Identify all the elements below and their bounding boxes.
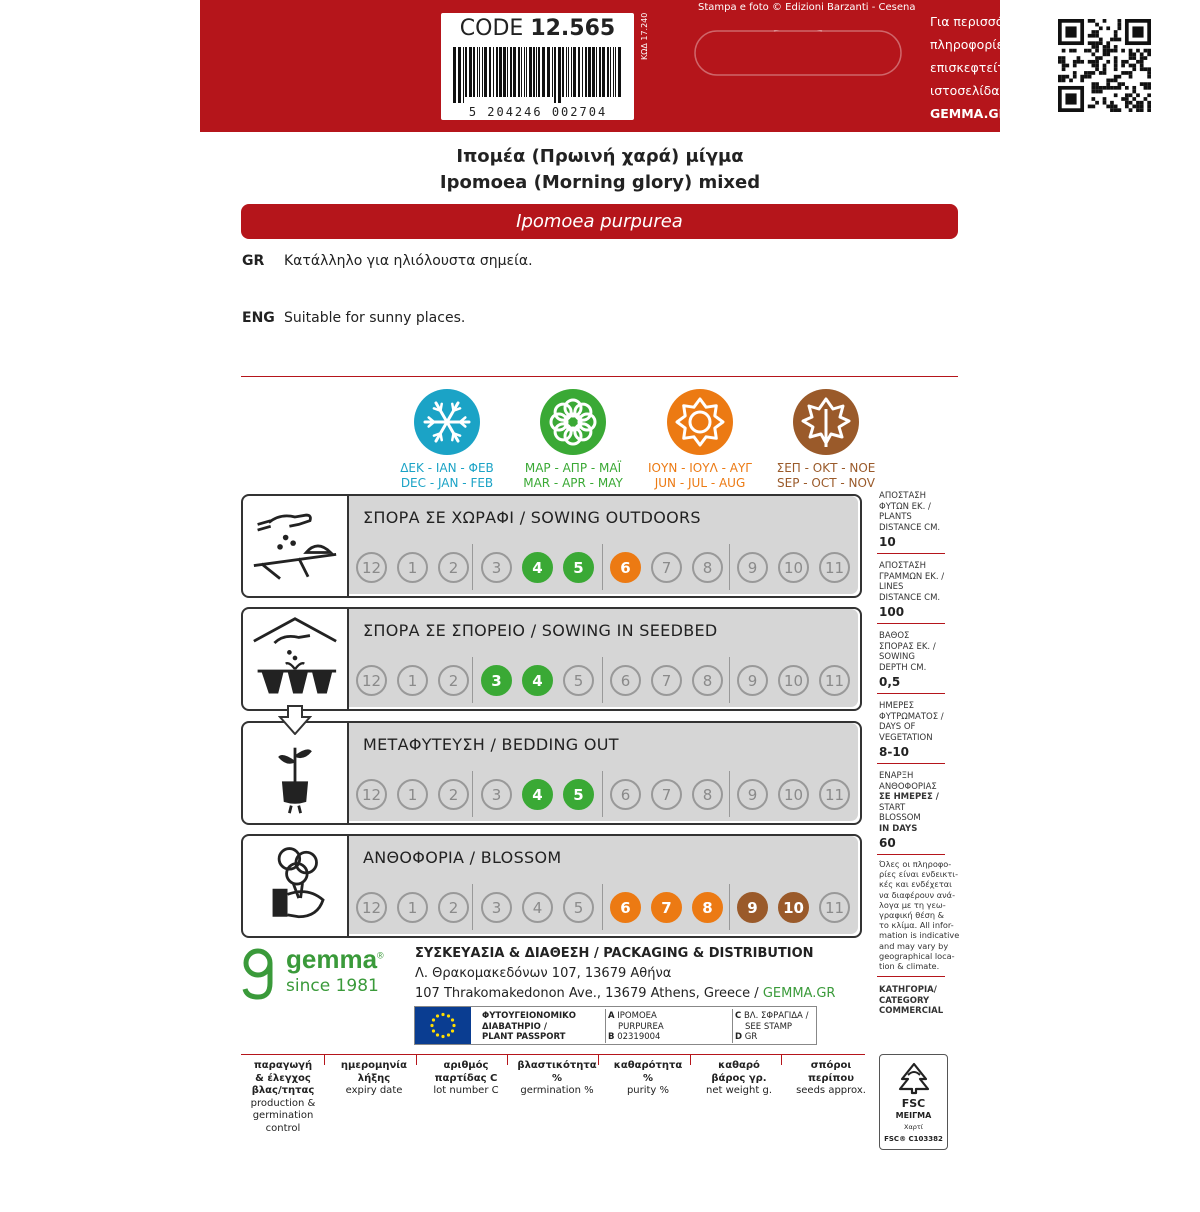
fsc-text: FSC xyxy=(901,1097,926,1110)
season-separator xyxy=(472,771,473,817)
snowflake-icon xyxy=(414,389,480,455)
stamp-label-gr: ημερομηνία xyxy=(340,1060,408,1071)
season-months-en: MAR - APR - MAY xyxy=(523,476,623,490)
stamp-label-gr: αριθμός xyxy=(443,1060,489,1071)
month-11: 11 xyxy=(819,665,850,696)
passport-divider xyxy=(605,1009,606,1043)
calendar-panel xyxy=(241,834,860,934)
month-8: 8 xyxy=(692,892,723,923)
address-en: 107 Thrakomakedonon Ave., 13679 Athens, Greece / GEMMA.GR xyxy=(415,986,836,1001)
month-11: 11 xyxy=(819,552,850,583)
month-3: 3 xyxy=(481,779,512,810)
depth-value: 0,5 xyxy=(879,675,901,689)
month-8: 8 xyxy=(692,665,723,696)
stamp-label-en: expiry date xyxy=(345,1085,403,1096)
stamp-label-en: production & xyxy=(250,1097,316,1109)
plants-distance-label: ΑΠΟΣΤΑΣΗ ΦΥΤΩΝ ΕΚ. / PLANTS DISTANCE CM. xyxy=(879,491,941,533)
panel-title: ΣΠΟΡΑ ΣΕ ΣΠΟΡΕΙΟ / SOWING IN SEEDBED xyxy=(363,621,718,640)
code-number: 12.565 xyxy=(530,16,616,41)
website-link[interactable]: GEMMA.GR xyxy=(930,106,1009,121)
note-line: geographical loca- xyxy=(879,950,955,961)
stamp-label-en: germination % xyxy=(520,1085,594,1096)
side-rule xyxy=(877,763,945,764)
bottom-rule xyxy=(241,1054,865,1055)
season-months-en: DEC - JAN - FEB xyxy=(400,476,494,490)
month-10: 10 xyxy=(778,779,809,810)
month-4: 4 xyxy=(522,665,553,696)
column-tick xyxy=(690,1055,691,1065)
note-line: γραφική θέση & xyxy=(879,910,945,921)
month-1: 1 xyxy=(397,779,428,810)
stamp-column xyxy=(334,1060,414,1098)
month-12: 12 xyxy=(356,552,387,583)
blossom-label: ΕΝΑΡΞΗ ΑΝΘΟΦΟΡΙΑΣ ΣΕ ΗΜΕΡΕΣ / START BLOSSOM IN DAYS xyxy=(879,771,939,834)
month-4: 4 xyxy=(522,892,553,923)
season-separator xyxy=(729,544,730,590)
season-separator xyxy=(729,771,730,817)
month-5: 5 xyxy=(563,665,594,696)
month-8: 8 xyxy=(692,779,723,810)
stamp-label-gr: καθαρότητα % xyxy=(613,1060,683,1084)
packaging-heading: ΣΥΣΚΕΥΑΣΙΑ & ΔΙΑΘΕΣΗ / PACKAGING & DISTRIBUTION xyxy=(415,946,814,961)
month-7: 7 xyxy=(651,552,682,583)
month-10: 10 xyxy=(778,665,809,696)
stamp-label-en: net weight g. xyxy=(705,1085,772,1096)
month-10: 10 xyxy=(778,892,809,923)
blossom-value: 60 xyxy=(879,836,896,850)
month-9: 9 xyxy=(737,779,768,810)
month-6: 6 xyxy=(610,892,641,923)
passport-c-d: C ΒΛ. ΣΦΡΑΓΙΔΑ / SEE STAMP D GR xyxy=(735,1011,809,1042)
stamp-label-gr: βάρος γρ. xyxy=(711,1072,767,1084)
stamp-label-en: seeds approx. xyxy=(796,1085,866,1096)
print-credit: Stampa e foto © Edizioni Barzanti - Cesena xyxy=(698,2,916,13)
season-months xyxy=(761,461,891,491)
column-tick xyxy=(507,1055,508,1065)
month-1: 1 xyxy=(397,665,428,696)
season-separator xyxy=(472,884,473,930)
season-months-en: JUN - JUL - AUG xyxy=(654,476,746,490)
calendar-panel xyxy=(241,494,860,594)
note-line: Όλες οι πληροφο- xyxy=(879,859,952,869)
fsc-logo xyxy=(879,1054,948,1150)
month-6: 6 xyxy=(610,665,641,696)
fsc-code: FSC® C103382 xyxy=(884,1135,943,1143)
month-12: 12 xyxy=(356,892,387,923)
hang-slot-icon xyxy=(694,30,902,76)
season-separator xyxy=(472,657,473,703)
stamp-column xyxy=(426,1060,506,1098)
month-9: 9 xyxy=(737,892,768,923)
info-line: ιστοσελίδα μας xyxy=(930,83,1028,98)
note-line: mation is indicative xyxy=(879,930,960,941)
stamp-label-en: control xyxy=(265,1122,301,1134)
website-link[interactable]: GEMMA.GR xyxy=(762,986,836,1001)
season-months-gr: ΙΟΥΝ - ΙΟΥΛ - ΑΥΓ xyxy=(648,461,752,475)
stamp-label-gr: παραγωγή xyxy=(253,1060,313,1071)
season-months-gr: ΜΑΡ - ΑΠΡ - ΜΑΪ xyxy=(524,461,622,475)
season-months-gr: ΣΕΠ - ΟΚΤ - ΝΟΕ xyxy=(776,461,876,475)
seedling-icon xyxy=(249,729,341,815)
month-5: 5 xyxy=(563,552,594,583)
address-gr: Λ. Θρακομακεδόνων 107, 13679 Αθήνα xyxy=(415,966,672,981)
greenhouse-pots-icon xyxy=(249,615,341,701)
side-rule xyxy=(877,976,945,977)
panel-separator xyxy=(347,494,349,596)
kod-number: ΚΩΔ 17.240 xyxy=(640,12,649,60)
info-text xyxy=(930,10,1050,125)
month-9: 9 xyxy=(737,665,768,696)
fsc-mix: ΜΕΙΓΜΑ xyxy=(895,1111,932,1120)
days-value: 8-10 xyxy=(879,745,910,759)
stamp-label-gr: περίπου xyxy=(807,1072,855,1084)
category: ΚΑΤΗΓΟΡΙΑ/ CATEGORY COMMERCIAL xyxy=(879,985,944,1016)
season-separator xyxy=(729,657,730,703)
description-gr: Κατάλληλο για ηλιόλουστα σημεία. xyxy=(284,253,533,269)
month-7: 7 xyxy=(651,665,682,696)
since-text: since 1981 xyxy=(286,976,379,996)
depth-label: ΒΑΘΟΣ ΣΠΟΡΑΣ ΕΚ. / SOWING DEPTH CM. xyxy=(879,631,936,673)
season-separator xyxy=(602,884,603,930)
barcode-box xyxy=(441,13,634,120)
panel-title: ΣΠΟΡΑ ΣΕ ΧΩΡΑΦΙ / SOWING OUTDOORS xyxy=(363,508,701,527)
column-tick xyxy=(416,1055,417,1065)
lines-distance-label: ΑΠΟΣΤΑΣΗ ΓΡΑΜΜΩΝ ΕΚ. / LINES DISTANCE CM. xyxy=(879,561,945,603)
side-rule xyxy=(877,553,945,554)
season-separator xyxy=(602,657,603,703)
barcode-icon xyxy=(453,47,623,103)
stamp-column xyxy=(517,1060,597,1098)
month-3: 3 xyxy=(481,665,512,696)
note-line: να διαφέρουν ανά- xyxy=(879,889,956,900)
month-3: 3 xyxy=(481,892,512,923)
passport-divider xyxy=(732,1009,733,1043)
stamp-label-en: lot number C xyxy=(433,1085,499,1096)
lang-label-en: ENG xyxy=(242,310,275,326)
stamp-label-gr: σπόροι xyxy=(810,1060,852,1071)
side-rule xyxy=(877,623,945,624)
gemma-wordmark: gemma® xyxy=(286,944,384,974)
barcode-number: 5 204246 002704 xyxy=(468,105,608,119)
month-7: 7 xyxy=(651,779,682,810)
plants-distance-value: 10 xyxy=(879,535,896,549)
note-line: το κλίμα. All infor- xyxy=(879,920,954,931)
passport-a-b: A IPOMOEA PURPUREA B 02319004 xyxy=(608,1011,664,1042)
info-line: Για περισσότερες xyxy=(930,14,1040,29)
note-line: λογα με τη γεω- xyxy=(879,899,946,910)
lang-label-gr: GR xyxy=(242,253,265,269)
note-line: κές και ενδέχεται xyxy=(879,879,952,890)
stamp-label-gr: βλαστικότητα % xyxy=(517,1060,597,1084)
side-rule xyxy=(877,693,945,694)
column-tick xyxy=(324,1055,325,1065)
month-7: 7 xyxy=(651,892,682,923)
month-5: 5 xyxy=(563,892,594,923)
latin-name-bar xyxy=(241,204,958,239)
product-title-en: Ipomoea (Morning glory) mixed xyxy=(439,172,761,193)
info-line: πληροφορίες xyxy=(930,37,1011,52)
stamp-column xyxy=(791,1060,871,1098)
month-3: 3 xyxy=(481,552,512,583)
season-separator xyxy=(472,544,473,590)
month-6: 6 xyxy=(610,552,641,583)
product-title-gr: Ιπομέα (Πρωινή χαρά) μίγμα xyxy=(456,146,744,167)
note-line: ρίες είναι ενδεικτι- xyxy=(879,869,959,880)
latin-name: Ipomoea purpurea xyxy=(516,211,683,232)
calendar-panel xyxy=(241,607,860,707)
info-line: επισκεφτείτε την xyxy=(930,60,1039,75)
passport-title: ΦΥΤΟΥΓΕΙΟΝΟΜΙΚΟ ΔΙΑΒΑΤΗΡΙΟ / PLANT PASSPORT xyxy=(482,1011,576,1042)
month-1: 1 xyxy=(397,552,428,583)
stamp-label-gr: παρτίδας C xyxy=(434,1072,498,1084)
season-months-gr: ΔΕΚ - ΙΑΝ - ΦΕΒ xyxy=(400,461,494,475)
stamp-label-gr: βλας/τητας xyxy=(251,1085,315,1096)
lines-distance-value: 100 xyxy=(879,605,905,619)
month-4: 4 xyxy=(522,552,553,583)
month-12: 12 xyxy=(356,779,387,810)
fsc-paper: Χαρτί xyxy=(904,1123,923,1131)
stamp-label-gr: καθαρό xyxy=(718,1060,760,1071)
panel-separator xyxy=(347,834,349,936)
month-11: 11 xyxy=(819,892,850,923)
sowing-hand-icon xyxy=(249,502,341,588)
stamp-column xyxy=(699,1060,779,1098)
month-2: 2 xyxy=(438,779,469,810)
note-line: tion & climate. xyxy=(879,961,940,972)
sun-icon xyxy=(667,389,733,455)
stamp-label-en: purity % xyxy=(626,1085,670,1096)
product-code xyxy=(441,16,634,41)
month-2: 2 xyxy=(438,552,469,583)
divider xyxy=(241,376,958,377)
panel-separator xyxy=(347,607,349,709)
side-rule xyxy=(877,854,945,855)
code-prefix: CODE xyxy=(459,16,524,41)
month-9: 9 xyxy=(737,552,768,583)
disclaimer-note xyxy=(879,859,961,971)
fsc-tree-icon xyxy=(896,1061,932,1095)
stamp-label-gr: & έλεγχος xyxy=(255,1072,311,1084)
month-8: 8 xyxy=(692,552,723,583)
panel-separator xyxy=(347,721,349,823)
season-separator xyxy=(729,884,730,930)
days-label: ΗΜΕΡΕΣ ΦΥΤΡΩΜΑΤΟΣ / DAYS OF VEGETATION xyxy=(879,701,944,743)
bouquet-hand-icon xyxy=(249,842,341,928)
gemma-logo-icon xyxy=(241,947,275,1001)
calendar-panel xyxy=(241,721,860,821)
arrow-down-icon xyxy=(278,705,312,735)
month-12: 12 xyxy=(356,665,387,696)
month-1: 1 xyxy=(397,892,428,923)
note-line: and may vary by xyxy=(879,940,949,951)
stamp-label-gr: λήξης xyxy=(357,1072,391,1084)
header-band xyxy=(200,0,1040,132)
qr-code-icon[interactable] xyxy=(1052,13,1157,120)
leaf-icon xyxy=(793,389,859,455)
panel-title: ΑΝΘΟΦΟΡΙΑ / BLOSSOM xyxy=(363,848,562,867)
month-6: 6 xyxy=(610,779,641,810)
column-tick xyxy=(598,1055,599,1065)
season-months xyxy=(382,461,512,491)
month-2: 2 xyxy=(438,892,469,923)
month-10: 10 xyxy=(778,552,809,583)
stamp-label-en: germination xyxy=(252,1110,314,1121)
description-en: Suitable for sunny places. xyxy=(284,310,466,326)
season-months xyxy=(508,461,638,491)
month-4: 4 xyxy=(522,779,553,810)
month-11: 11 xyxy=(819,779,850,810)
season-months-en: SEP - OCT - NOV xyxy=(777,476,875,490)
flower-icon xyxy=(540,389,606,455)
stamp-column xyxy=(608,1060,688,1098)
month-2: 2 xyxy=(438,665,469,696)
month-5: 5 xyxy=(563,779,594,810)
panel-title: ΜΕΤΑΦΥΤΕΥΣΗ / BEDDING OUT xyxy=(363,735,619,754)
season-separator xyxy=(602,544,603,590)
column-tick xyxy=(781,1055,782,1065)
season-months xyxy=(635,461,765,491)
season-separator xyxy=(602,771,603,817)
stamp-column xyxy=(243,1060,323,1135)
